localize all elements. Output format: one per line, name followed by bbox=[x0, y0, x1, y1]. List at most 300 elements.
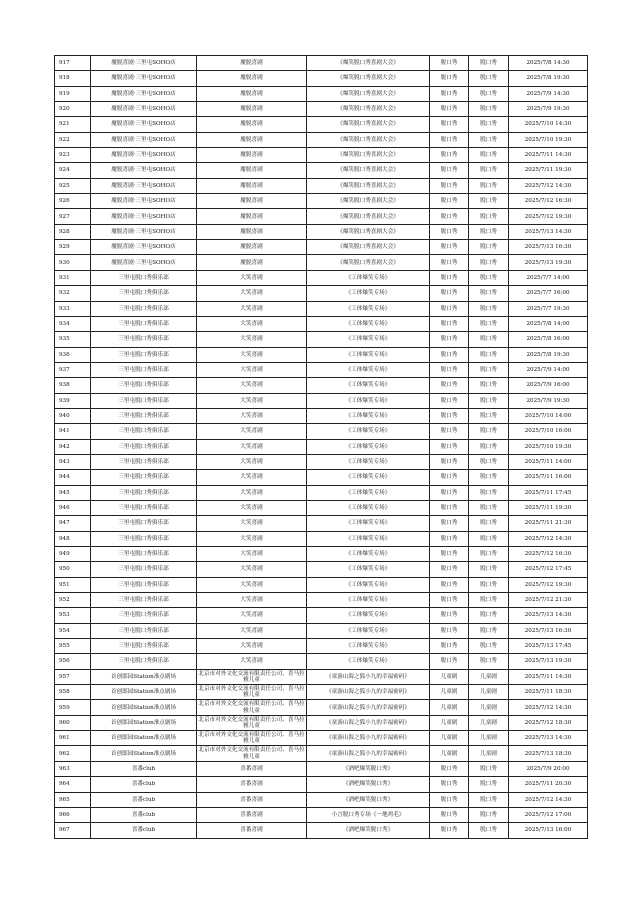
show-title-cell: 《童游山海之狐小九的幸福密码》 bbox=[307, 715, 430, 730]
organizer-cell: 大笑喜剧 bbox=[197, 608, 307, 623]
showtime-cell: 2025/7/12 16:30 bbox=[509, 547, 588, 562]
category-cell: 脱口秀 bbox=[430, 500, 469, 515]
table-row bbox=[55, 148, 588, 163]
venue-cell: 魔脱喜剧·三里屯SOHO店 bbox=[91, 56, 197, 71]
organizer-cell: 大笑喜剧 bbox=[197, 562, 307, 577]
table-row bbox=[55, 408, 588, 423]
row-number-cell: 933 bbox=[55, 301, 91, 316]
category-cell: 脱口秀 bbox=[430, 823, 469, 838]
venue-cell: 魔脱喜剧·三里屯SOHO店 bbox=[91, 163, 197, 178]
venue-cell: 三里屯脱口秀俱乐部 bbox=[91, 500, 197, 515]
venue-cell: 魔脱喜剧·三里屯SOHO店 bbox=[91, 194, 197, 209]
row-number-cell: 950 bbox=[55, 562, 91, 577]
organizer-cell: 魔脱喜剧 bbox=[197, 148, 307, 163]
genre-cell: 脱口秀 bbox=[469, 132, 509, 147]
genre-cell: 脱口秀 bbox=[469, 439, 509, 454]
table-row bbox=[55, 777, 588, 792]
genre-cell: 脱口秀 bbox=[469, 654, 509, 669]
genre-cell: 脱口秀 bbox=[469, 102, 509, 117]
category-cell: 脱口秀 bbox=[430, 224, 469, 239]
venue-cell: 三里屯脱口秀俱乐部 bbox=[91, 639, 197, 654]
organizer-cell: 大笑喜剧 bbox=[197, 378, 307, 393]
category-cell: 脱口秀 bbox=[430, 332, 469, 347]
genre-cell: 儿童剧 bbox=[469, 700, 509, 715]
organizer-cell: 魔脱喜剧 bbox=[197, 255, 307, 270]
venue-cell: 魔脱喜剧·三里屯SOHO店 bbox=[91, 71, 197, 86]
show-title-cell: 《童游山海之狐小九的幸福密码》 bbox=[307, 746, 430, 761]
table-row bbox=[55, 56, 588, 71]
table-row bbox=[55, 439, 588, 454]
row-number-cell: 953 bbox=[55, 608, 91, 623]
show-title-cell: 《爆笑脱口秀喜剧大会》 bbox=[307, 102, 430, 117]
organizer-cell: 大笑喜剧 bbox=[197, 347, 307, 362]
table-row bbox=[55, 562, 588, 577]
category-cell: 脱口秀 bbox=[430, 347, 469, 362]
genre-cell: 儿童剧 bbox=[469, 746, 509, 761]
showtime-cell: 2025/7/13 16:30 bbox=[509, 240, 588, 255]
showtime-cell: 2025/7/9 14:00 bbox=[509, 362, 588, 377]
showtime-cell: 2025/7/11 14:30 bbox=[509, 148, 588, 163]
row-number-cell: 947 bbox=[55, 516, 91, 531]
category-cell: 脱口秀 bbox=[430, 209, 469, 224]
table-row bbox=[55, 316, 588, 331]
category-cell: 脱口秀 bbox=[430, 608, 469, 623]
table-body bbox=[55, 56, 588, 839]
venue-cell: 三里屯脱口秀俱乐部 bbox=[91, 593, 197, 608]
organizer-cell: 魔脱喜剧 bbox=[197, 240, 307, 255]
organizer-cell: 大笑喜剧 bbox=[197, 577, 307, 592]
genre-cell: 脱口秀 bbox=[469, 71, 509, 86]
table-row bbox=[55, 178, 588, 193]
venue-cell: 喜番club bbox=[91, 807, 197, 822]
row-number-cell: 962 bbox=[55, 746, 91, 761]
genre-cell: 脱口秀 bbox=[469, 362, 509, 377]
genre-cell: 脱口秀 bbox=[469, 470, 509, 485]
genre-cell: 脱口秀 bbox=[469, 332, 509, 347]
show-title-cell: 《爆笑脱口秀喜剧大会》 bbox=[307, 163, 430, 178]
table-row bbox=[55, 516, 588, 531]
show-title-cell: 《爆笑脱口秀喜剧大会》 bbox=[307, 148, 430, 163]
show-title-cell: 《工体爆笑专场》 bbox=[307, 485, 430, 500]
table-row bbox=[55, 715, 588, 730]
row-number-cell: 946 bbox=[55, 500, 91, 515]
category-cell: 儿童剧 bbox=[430, 700, 469, 715]
showtime-cell: 2025/7/12 21:30 bbox=[509, 593, 588, 608]
row-number-cell: 949 bbox=[55, 547, 91, 562]
show-title-cell: 《酒吧爆笑脱口秀》 bbox=[307, 777, 430, 792]
genre-cell: 脱口秀 bbox=[469, 393, 509, 408]
genre-cell: 脱口秀 bbox=[469, 639, 509, 654]
organizer-cell: 魔脱喜剧 bbox=[197, 102, 307, 117]
genre-cell: 儿童剧 bbox=[469, 669, 509, 684]
organizer-cell: 魔脱喜剧 bbox=[197, 209, 307, 224]
showtime-cell: 2025/7/8 14:30 bbox=[509, 56, 588, 71]
category-cell: 脱口秀 bbox=[430, 439, 469, 454]
venue-cell: 三里屯脱口秀俱乐部 bbox=[91, 316, 197, 331]
showtime-cell: 2025/7/13 18:30 bbox=[509, 746, 588, 761]
venue-cell: 三里屯脱口秀俱乐部 bbox=[91, 470, 197, 485]
venue-cell: 三里屯脱口秀俱乐部 bbox=[91, 408, 197, 423]
show-title-cell: 《爆笑脱口秀喜剧大会》 bbox=[307, 194, 430, 209]
row-number-cell: 942 bbox=[55, 439, 91, 454]
venue-cell: 喜番club bbox=[91, 777, 197, 792]
organizer-cell: 魔脱喜剧 bbox=[197, 194, 307, 209]
row-number-cell: 926 bbox=[55, 194, 91, 209]
organizer-cell: 大笑喜剧 bbox=[197, 316, 307, 331]
genre-cell: 儿童剧 bbox=[469, 731, 509, 746]
show-title-cell: 《爆笑脱口秀喜剧大会》 bbox=[307, 117, 430, 132]
showtime-cell: 2025/7/11 14:00 bbox=[509, 454, 588, 469]
table-row bbox=[55, 608, 588, 623]
row-number-cell: 963 bbox=[55, 761, 91, 776]
show-title-cell: 《酒吧爆笑脱口秀》 bbox=[307, 761, 430, 776]
table-row bbox=[55, 792, 588, 807]
venue-cell: 首创郎园Station准点剧场 bbox=[91, 715, 197, 730]
show-title-cell: 《工体爆笑专场》 bbox=[307, 332, 430, 347]
row-number-cell: 960 bbox=[55, 715, 91, 730]
showtime-cell: 2025/7/7 19:30 bbox=[509, 301, 588, 316]
venue-cell: 三里屯脱口秀俱乐部 bbox=[91, 623, 197, 638]
genre-cell: 脱口秀 bbox=[469, 562, 509, 577]
row-number-cell: 940 bbox=[55, 408, 91, 423]
venue-cell: 首创郎园Station准点剧场 bbox=[91, 700, 197, 715]
row-number-cell: 954 bbox=[55, 623, 91, 638]
show-title-cell: 《工体爆笑专场》 bbox=[307, 547, 430, 562]
show-title-cell: 《工体爆笑专场》 bbox=[307, 654, 430, 669]
category-cell: 脱口秀 bbox=[430, 362, 469, 377]
category-cell: 儿童剧 bbox=[430, 685, 469, 700]
showtime-cell: 2025/7/8 19:30 bbox=[509, 347, 588, 362]
row-number-cell: 927 bbox=[55, 209, 91, 224]
organizer-cell: 大笑喜剧 bbox=[197, 270, 307, 285]
show-title-cell: 《爆笑脱口秀喜剧大会》 bbox=[307, 132, 430, 147]
category-cell: 脱口秀 bbox=[430, 807, 469, 822]
organizer-cell: 喜番喜剧 bbox=[197, 823, 307, 838]
genre-cell: 脱口秀 bbox=[469, 623, 509, 638]
show-title-cell: 《工体爆笑专场》 bbox=[307, 639, 430, 654]
venue-cell: 三里屯脱口秀俱乐部 bbox=[91, 332, 197, 347]
venue-cell: 魔脱喜剧·三里屯SOHO店 bbox=[91, 178, 197, 193]
row-number-cell: 955 bbox=[55, 639, 91, 654]
genre-cell: 脱口秀 bbox=[469, 255, 509, 270]
showtime-cell: 2025/7/13 16:00 bbox=[509, 823, 588, 838]
venue-cell: 魔脱喜剧·三里屯SOHO店 bbox=[91, 224, 197, 239]
genre-cell: 脱口秀 bbox=[469, 577, 509, 592]
venue-cell: 魔脱喜剧·三里屯SOHO店 bbox=[91, 255, 197, 270]
venue-cell: 三里屯脱口秀俱乐部 bbox=[91, 270, 197, 285]
venue-cell: 喜番club bbox=[91, 792, 197, 807]
table-row bbox=[55, 378, 588, 393]
show-title-cell: 《童游山海之狐小九的幸福密码》 bbox=[307, 731, 430, 746]
show-title-cell: 《工体爆笑专场》 bbox=[307, 608, 430, 623]
genre-cell: 脱口秀 bbox=[469, 347, 509, 362]
show-title-cell: 《工体爆笑专场》 bbox=[307, 347, 430, 362]
table-row bbox=[55, 500, 588, 515]
venue-cell: 三里屯脱口秀俱乐部 bbox=[91, 393, 197, 408]
venue-cell: 三里屯脱口秀俱乐部 bbox=[91, 439, 197, 454]
row-number-cell: 918 bbox=[55, 71, 91, 86]
show-title-cell: 《工体爆笑专场》 bbox=[307, 623, 430, 638]
show-title-cell: 《工体爆笑专场》 bbox=[307, 424, 430, 439]
category-cell: 脱口秀 bbox=[430, 562, 469, 577]
showtime-cell: 2025/7/13 14:30 bbox=[509, 224, 588, 239]
show-title-cell: 《工体爆笑专场》 bbox=[307, 439, 430, 454]
table-row bbox=[55, 286, 588, 301]
showtime-cell: 2025/7/8 16:00 bbox=[509, 332, 588, 347]
venue-cell: 首创郎园Station准点剧场 bbox=[91, 669, 197, 684]
row-number-cell: 922 bbox=[55, 132, 91, 147]
table-row bbox=[55, 102, 588, 117]
venue-cell: 三里屯脱口秀俱乐部 bbox=[91, 286, 197, 301]
showtime-cell: 2025/7/9 19:30 bbox=[509, 393, 588, 408]
venue-cell: 三里屯脱口秀俱乐部 bbox=[91, 485, 197, 500]
organizer-cell: 喜番喜剧 bbox=[197, 792, 307, 807]
genre-cell: 脱口秀 bbox=[469, 224, 509, 239]
show-title-cell: 《童游山海之狐小九的幸福密码》 bbox=[307, 700, 430, 715]
category-cell: 儿童剧 bbox=[430, 731, 469, 746]
row-number-cell: 967 bbox=[55, 823, 91, 838]
genre-cell: 脱口秀 bbox=[469, 516, 509, 531]
show-title-cell: 《酒吧爆笑脱口秀》 bbox=[307, 792, 430, 807]
venue-cell: 首创郎园Station准点剧场 bbox=[91, 685, 197, 700]
genre-cell: 脱口秀 bbox=[469, 163, 509, 178]
row-number-cell: 925 bbox=[55, 178, 91, 193]
organizer-cell: 大笑喜剧 bbox=[197, 654, 307, 669]
organizer-cell: 大笑喜剧 bbox=[197, 470, 307, 485]
genre-cell: 脱口秀 bbox=[469, 301, 509, 316]
show-title-cell: 《工体爆笑专场》 bbox=[307, 362, 430, 377]
genre-cell: 脱口秀 bbox=[469, 240, 509, 255]
table-row bbox=[55, 347, 588, 362]
show-title-cell: 《工体爆笑专场》 bbox=[307, 577, 430, 592]
genre-cell: 脱口秀 bbox=[469, 178, 509, 193]
table-row bbox=[55, 669, 588, 684]
show-title-cell: 《爆笑脱口秀喜剧大会》 bbox=[307, 240, 430, 255]
organizer-cell: 大笑喜剧 bbox=[197, 531, 307, 546]
category-cell: 脱口秀 bbox=[430, 132, 469, 147]
genre-cell: 儿童剧 bbox=[469, 685, 509, 700]
row-number-cell: 957 bbox=[55, 669, 91, 684]
organizer-cell: 大笑喜剧 bbox=[197, 454, 307, 469]
showtime-cell: 2025/7/11 19:30 bbox=[509, 163, 588, 178]
organizer-cell: 大笑喜剧 bbox=[197, 516, 307, 531]
genre-cell: 脱口秀 bbox=[469, 485, 509, 500]
show-title-cell: 《爆笑脱口秀喜剧大会》 bbox=[307, 56, 430, 71]
organizer-cell: 魔脱喜剧 bbox=[197, 132, 307, 147]
category-cell: 脱口秀 bbox=[430, 639, 469, 654]
organizer-cell: 北京市对外文化交流有限责任公司、喜马拉雅儿童 bbox=[198, 686, 305, 699]
showtime-cell: 2025/7/9 16:00 bbox=[509, 378, 588, 393]
show-title-cell: 《工体爆笑专场》 bbox=[307, 454, 430, 469]
showtime-cell: 2025/7/11 21:30 bbox=[509, 516, 588, 531]
venue-cell: 三里屯脱口秀俱乐部 bbox=[91, 531, 197, 546]
show-title-cell: 《童游山海之狐小九的幸福密码》 bbox=[307, 669, 430, 684]
category-cell: 脱口秀 bbox=[430, 240, 469, 255]
table-row bbox=[55, 623, 588, 638]
venue-cell: 首创郎园Station准点剧场 bbox=[91, 746, 197, 761]
genre-cell: 脱口秀 bbox=[469, 593, 509, 608]
genre-cell: 脱口秀 bbox=[469, 792, 509, 807]
category-cell: 儿童剧 bbox=[430, 746, 469, 761]
organizer-cell: 大笑喜剧 bbox=[197, 639, 307, 654]
showtime-cell: 2025/7/10 14:00 bbox=[509, 408, 588, 423]
table-row bbox=[55, 224, 588, 239]
showtime-cell: 2025/7/13 14:30 bbox=[509, 731, 588, 746]
showtime-cell: 2025/7/12 14:30 bbox=[509, 792, 588, 807]
table-row bbox=[55, 531, 588, 546]
row-number-cell: 936 bbox=[55, 347, 91, 362]
organizer-cell: 大笑喜剧 bbox=[197, 408, 307, 423]
category-cell: 儿童剧 bbox=[430, 669, 469, 684]
venue-cell: 三里屯脱口秀俱乐部 bbox=[91, 424, 197, 439]
venue-cell: 喜番club bbox=[91, 823, 197, 838]
genre-cell: 脱口秀 bbox=[469, 547, 509, 562]
table-row bbox=[55, 71, 588, 86]
organizer-cell: 大笑喜剧 bbox=[197, 424, 307, 439]
category-cell: 脱口秀 bbox=[430, 393, 469, 408]
showtime-cell: 2025/7/11 16:00 bbox=[509, 470, 588, 485]
organizer-cell: 大笑喜剧 bbox=[197, 286, 307, 301]
category-cell: 脱口秀 bbox=[430, 516, 469, 531]
organizer-cell: 喜番喜剧 bbox=[197, 807, 307, 822]
category-cell: 脱口秀 bbox=[430, 102, 469, 117]
row-number-cell: 920 bbox=[55, 102, 91, 117]
showtime-cell: 2025/7/13 19:30 bbox=[509, 255, 588, 270]
category-cell: 脱口秀 bbox=[430, 163, 469, 178]
venue-cell: 魔脱喜剧·三里屯SOHO店 bbox=[91, 86, 197, 101]
showtime-cell: 2025/7/11 17:45 bbox=[509, 485, 588, 500]
table-row bbox=[55, 700, 588, 715]
show-title-cell: 《工体爆笑专场》 bbox=[307, 286, 430, 301]
row-number-cell: 941 bbox=[55, 424, 91, 439]
table-row bbox=[55, 194, 588, 209]
organizer-cell: 大笑喜剧 bbox=[197, 362, 307, 377]
category-cell: 脱口秀 bbox=[430, 792, 469, 807]
table-row bbox=[55, 485, 588, 500]
showtime-cell: 2025/7/10 14:30 bbox=[509, 117, 588, 132]
show-title-cell: 《工体爆笑专场》 bbox=[307, 470, 430, 485]
show-title-cell: 《工体爆笑专场》 bbox=[307, 408, 430, 423]
showtime-cell: 2025/7/12 14:30 bbox=[509, 531, 588, 546]
show-title-cell: 《工体爆笑专场》 bbox=[307, 500, 430, 515]
category-cell: 脱口秀 bbox=[430, 117, 469, 132]
show-title-cell: 《酒吧爆笑脱口秀》 bbox=[307, 823, 430, 838]
showtime-cell: 2025/7/9 20:00 bbox=[509, 761, 588, 776]
venue-cell: 三里屯脱口秀俱乐部 bbox=[91, 577, 197, 592]
genre-cell: 脱口秀 bbox=[469, 408, 509, 423]
category-cell: 脱口秀 bbox=[430, 408, 469, 423]
showtime-cell: 2025/7/11 14:30 bbox=[509, 669, 588, 684]
show-title-cell: 《工体爆笑专场》 bbox=[307, 378, 430, 393]
show-title-cell: 《工体爆笑专场》 bbox=[307, 516, 430, 531]
show-title-cell: 《工体爆笑专场》 bbox=[307, 593, 430, 608]
organizer-cell: 魔脱喜剧 bbox=[197, 56, 307, 71]
row-number-cell: 931 bbox=[55, 270, 91, 285]
venue-cell: 魔脱喜剧·三里屯SOHO店 bbox=[91, 240, 197, 255]
row-number-cell: 923 bbox=[55, 148, 91, 163]
showtime-cell: 2025/7/13 16:30 bbox=[509, 623, 588, 638]
genre-cell: 脱口秀 bbox=[469, 270, 509, 285]
venue-cell: 三里屯脱口秀俱乐部 bbox=[91, 301, 197, 316]
table-row bbox=[55, 301, 588, 316]
venue-cell: 三里屯脱口秀俱乐部 bbox=[91, 378, 197, 393]
showtime-cell: 2025/7/9 14:30 bbox=[509, 86, 588, 101]
organizer-cell: 魔脱喜剧 bbox=[197, 86, 307, 101]
row-number-cell: 930 bbox=[55, 255, 91, 270]
table-row bbox=[55, 470, 588, 485]
category-cell: 脱口秀 bbox=[430, 593, 469, 608]
table-row bbox=[55, 240, 588, 255]
organizer-cell: 魔脱喜剧 bbox=[197, 163, 307, 178]
genre-cell: 脱口秀 bbox=[469, 823, 509, 838]
showtime-cell: 2025/7/7 14:00 bbox=[509, 270, 588, 285]
showtime-cell: 2025/7/12 18:30 bbox=[509, 715, 588, 730]
category-cell: 脱口秀 bbox=[430, 531, 469, 546]
show-title-cell: 《爆笑脱口秀喜剧大会》 bbox=[307, 224, 430, 239]
table-row bbox=[55, 807, 588, 822]
organizer-cell: 喜番喜剧 bbox=[197, 777, 307, 792]
row-number-cell: 929 bbox=[55, 240, 91, 255]
table-row bbox=[55, 454, 588, 469]
row-number-cell: 964 bbox=[55, 777, 91, 792]
showtime-cell: 2025/7/10 19:30 bbox=[509, 439, 588, 454]
genre-cell: 脱口秀 bbox=[469, 777, 509, 792]
showtime-cell: 2025/7/8 14:00 bbox=[509, 316, 588, 331]
table-row bbox=[55, 731, 588, 746]
showtime-cell: 2025/7/7 16:00 bbox=[509, 286, 588, 301]
venue-cell: 三里屯脱口秀俱乐部 bbox=[91, 654, 197, 669]
row-number-cell: 948 bbox=[55, 531, 91, 546]
category-cell: 脱口秀 bbox=[430, 194, 469, 209]
genre-cell: 脱口秀 bbox=[469, 86, 509, 101]
organizer-cell: 大笑喜剧 bbox=[197, 332, 307, 347]
table-row bbox=[55, 547, 588, 562]
row-number-cell: 938 bbox=[55, 378, 91, 393]
row-number-cell: 935 bbox=[55, 332, 91, 347]
show-title-cell: 《爆笑脱口秀喜剧大会》 bbox=[307, 255, 430, 270]
organizer-cell: 魔脱喜剧 bbox=[197, 71, 307, 86]
category-cell: 脱口秀 bbox=[430, 270, 469, 285]
genre-cell: 儿童剧 bbox=[469, 715, 509, 730]
organizer-cell: 魔脱喜剧 bbox=[197, 224, 307, 239]
organizer-cell: 喜番喜剧 bbox=[197, 761, 307, 776]
show-title-cell: 《童游山海之狐小九的幸福密码》 bbox=[307, 685, 430, 700]
row-number-cell: 956 bbox=[55, 654, 91, 669]
showtime-cell: 2025/7/10 19:30 bbox=[509, 132, 588, 147]
row-number-cell: 939 bbox=[55, 393, 91, 408]
category-cell: 脱口秀 bbox=[430, 577, 469, 592]
show-title-cell: 小言脱口秀专场《一地鸡毛》 bbox=[307, 807, 430, 822]
venue-cell: 魔脱喜剧·三里屯SOHO店 bbox=[91, 209, 197, 224]
row-number-cell: 917 bbox=[55, 56, 91, 71]
showtime-cell: 2025/7/11 19:30 bbox=[509, 500, 588, 515]
table-row bbox=[55, 163, 588, 178]
table-row bbox=[55, 255, 588, 270]
show-title-cell: 《工体爆笑专场》 bbox=[307, 531, 430, 546]
showtime-cell: 2025/7/12 17:00 bbox=[509, 807, 588, 822]
organizer-cell: 大笑喜剧 bbox=[197, 500, 307, 515]
row-number-cell: 961 bbox=[55, 731, 91, 746]
venue-cell: 三里屯脱口秀俱乐部 bbox=[91, 454, 197, 469]
showtime-cell: 2025/7/12 16:30 bbox=[509, 194, 588, 209]
organizer-cell: 大笑喜剧 bbox=[197, 301, 307, 316]
genre-cell: 脱口秀 bbox=[469, 761, 509, 776]
show-title-cell: 《工体爆笑专场》 bbox=[307, 562, 430, 577]
genre-cell: 脱口秀 bbox=[469, 378, 509, 393]
category-cell: 脱口秀 bbox=[430, 56, 469, 71]
genre-cell: 脱口秀 bbox=[469, 608, 509, 623]
showtime-cell: 2025/7/12 17:45 bbox=[509, 562, 588, 577]
